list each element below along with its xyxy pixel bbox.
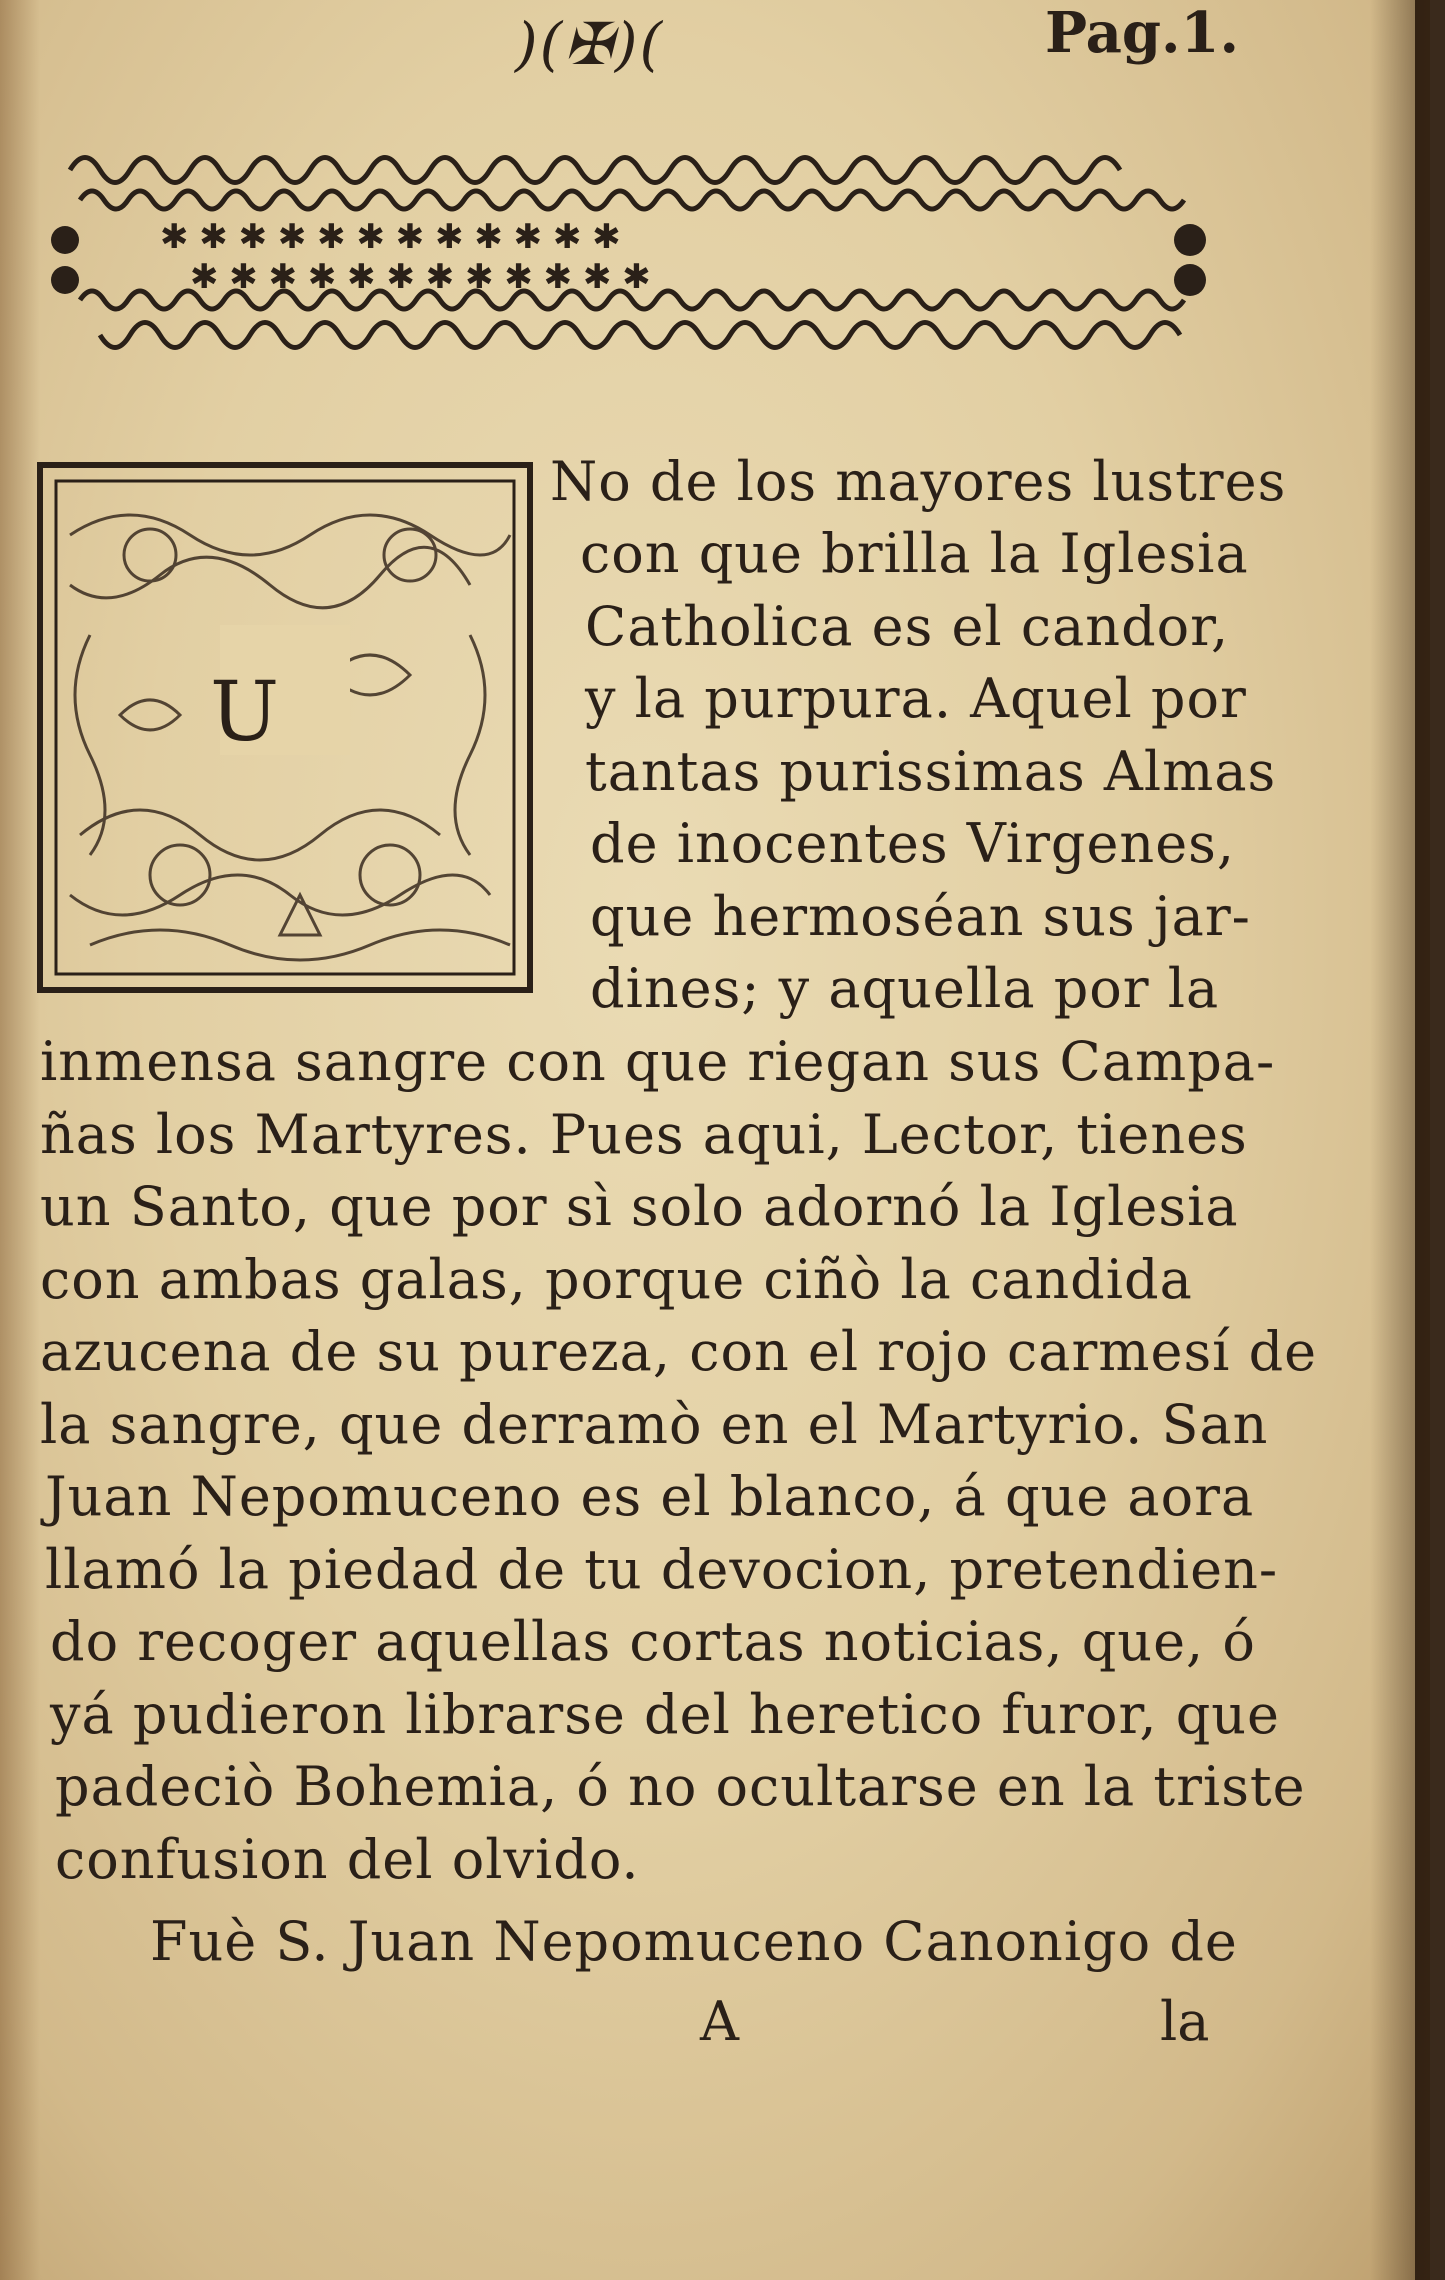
text-line: de inocentes Virgenes, [590, 812, 1236, 875]
text-line: Fuè S. Juan Nepomuceno Canonigo de [150, 1910, 1238, 1973]
text-line: padeciò Bohemia, ó no ocultarse en la triste [55, 1755, 1306, 1818]
text-line: No de los mayores lustres [550, 450, 1287, 513]
text-line: confusion del olvido. [55, 1828, 640, 1891]
initial-letter: U [210, 665, 280, 760]
text-line: ñas los Martyres. Pues aqui, Lector, tienes [40, 1103, 1248, 1166]
text-line: yá pudieron librarse del heretico furor, que [50, 1683, 1280, 1746]
signature-mark: A [700, 1990, 739, 2053]
text-line: Catholica es el candor, [585, 595, 1230, 658]
text-line: un Santo, que por sì solo adornó la Iglesia [40, 1175, 1239, 1238]
text-line: y la purpura. Aquel por [585, 667, 1247, 730]
catchword: la [1160, 1990, 1210, 2053]
text-line: Juan Nepomuceno es el blanco, á que aora [45, 1465, 1255, 1528]
text-line: do recoger aquellas cortas noticias, que, ó [50, 1610, 1256, 1673]
text-line: con que brilla la Iglesia [580, 522, 1249, 585]
text-line: llamó la piedad de tu devocion, pretendien- [45, 1538, 1279, 1601]
text-line: tantas purissimas Almas [585, 740, 1277, 803]
page-edge [1415, 0, 1430, 2280]
text-line: con ambas galas, porque ciñò la candida [40, 1248, 1193, 1311]
text-line: que hermoséan sus jar- [590, 885, 1251, 948]
text-line: azucena de su pureza, con el rojo carmesí de [40, 1320, 1318, 1383]
text-line: dines; y aquella por la [590, 957, 1220, 1020]
page-number: Pag.1. [1045, 0, 1240, 66]
svg-text:✱ ✱ ✱ ✱ ✱ ✱ ✱ ✱: ✱ ✱ ✱ ✱ ✱ ✱ ✱ ✱ ✱ ✱ ✱ ✱ [190, 257, 651, 297]
header-ornament: )(✠)( [515, 10, 665, 78]
svg-text:✱ ✱ ✱ ✱ ✱ ✱ ✱ ✱: ✱ ✱ ✱ ✱ ✱ ✱ ✱ ✱ ✱ ✱ ✱ ✱ [160, 217, 621, 257]
text-line: la sangre, que derramò en el Martyrio. San [40, 1393, 1269, 1456]
text-line: inmensa sangre con que riegan sus Campa- [40, 1030, 1276, 1093]
